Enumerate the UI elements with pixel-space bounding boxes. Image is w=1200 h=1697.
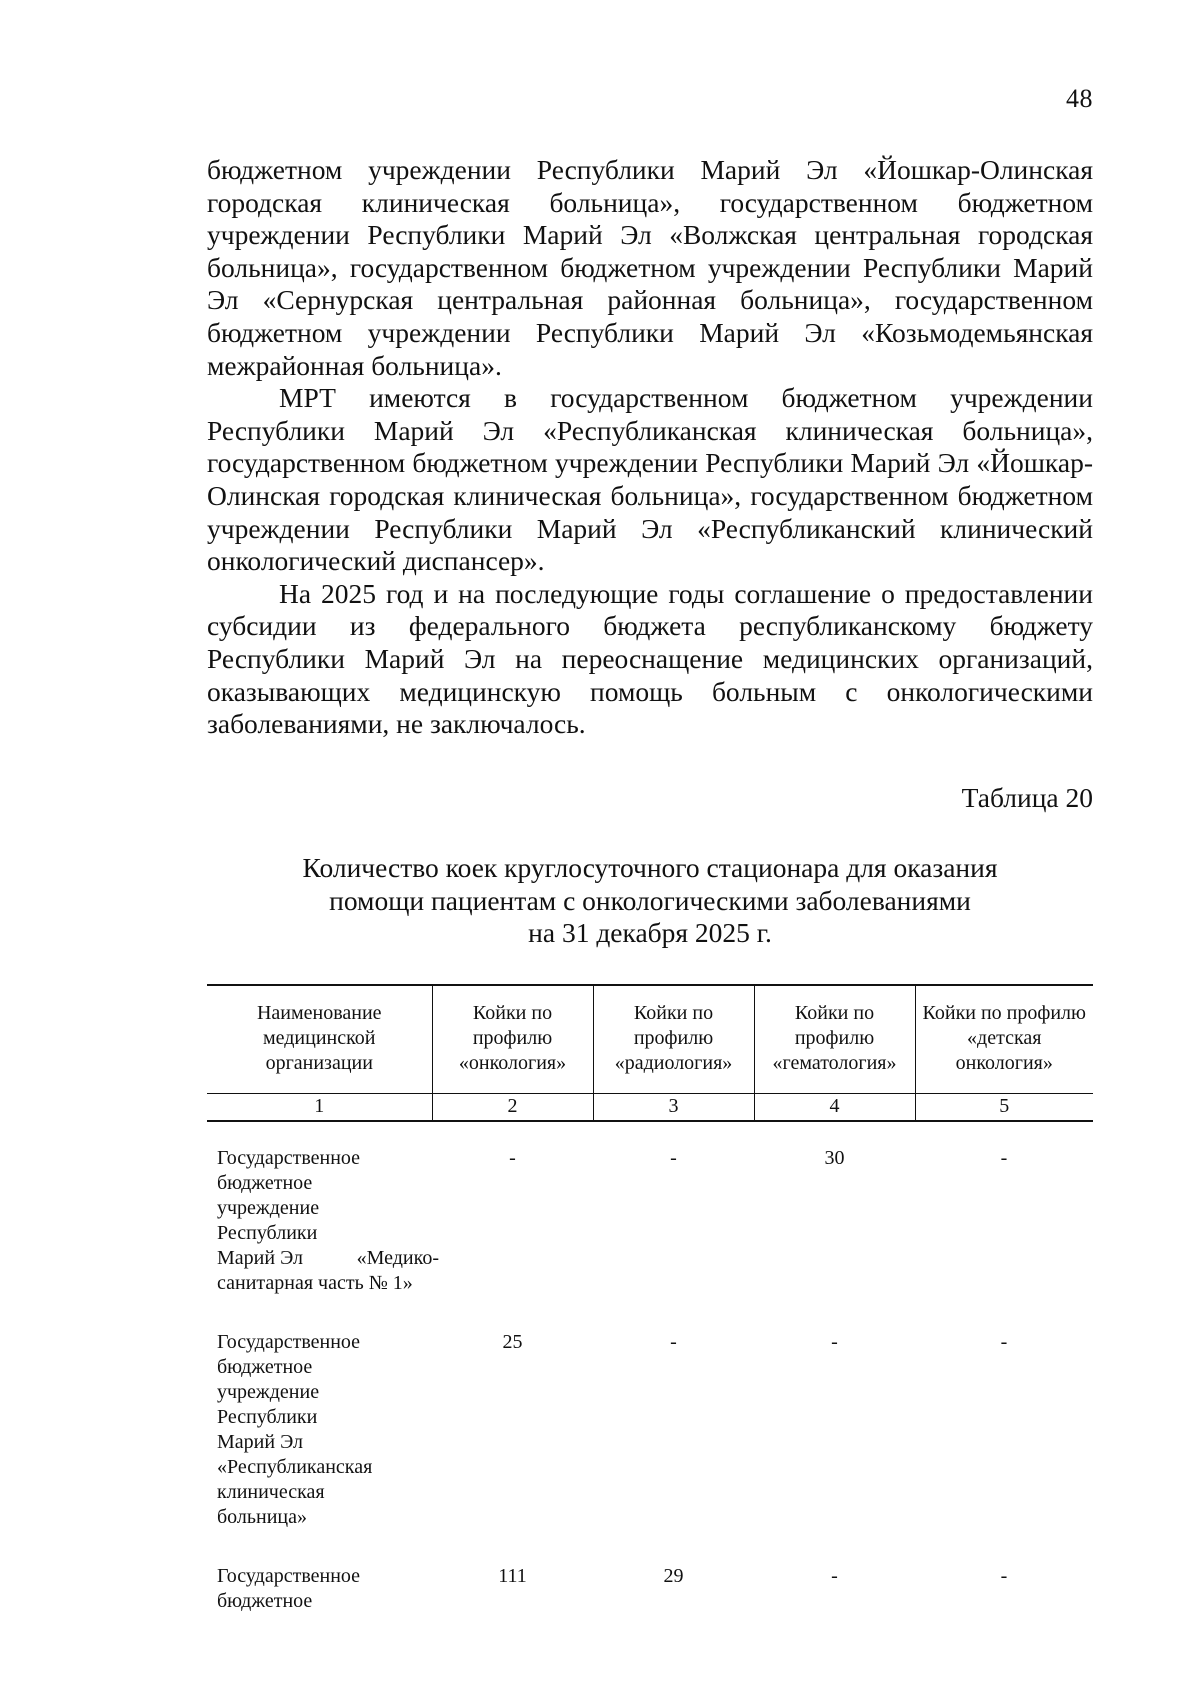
column-number-row [207, 1093, 1093, 1121]
beds-table [207, 984, 1093, 1614]
column-number: 3 [593, 1093, 754, 1121]
organization-name: Государственное бюджетное учреждение Республики Марий Эл «Республиканская клиническая больница» [217, 1330, 373, 1528]
column-number: 1 [207, 1093, 432, 1121]
header-oncology: Койки по профилю «онкология» [432, 985, 593, 1093]
radiology-beds: - [670, 1330, 677, 1353]
table-title [207, 852, 1093, 950]
oncology-beds: 111 [498, 1564, 527, 1587]
column-number: 4 [754, 1093, 915, 1121]
table-row [207, 1330, 1093, 1564]
paragraph-agreement: На 2025 год и на последующие годы соглашение о предоставлении субсидии из федерального бюджета республиканскому бюджету Республики Марий Эл на переоснащение медицинских организаций, оказывающих медицинскую помощь больным с онкологическими заболеваниями, не заключалось. [207, 577, 1093, 740]
pediatric-oncology-beds: - [1000, 1330, 1008, 1353]
hematology-beds: 30 [824, 1146, 845, 1169]
header-radiology: Койки по профилю «радиология» [593, 985, 754, 1093]
pediatric-oncology-beds: - [1000, 1564, 1008, 1587]
table-title-line: помощи пациентам с онкологическими заболеваниями [329, 884, 971, 916]
header-hematology: Койки по профилю «гематология» [754, 985, 915, 1093]
hematology-beds: - [831, 1330, 838, 1353]
radiology-beds: - [670, 1146, 677, 1169]
header-organization: Наименование медицинской организации [207, 985, 432, 1093]
oncology-beds: - [509, 1146, 516, 1169]
paragraph-mrt: МРТ имеются в государственном бюджетном учреждении Республики Марий Эл «Республиканская клиническая больница», государственном бюджетном учреждении Республики Марий Эл «Йошкар-Олинская городская клиническая больница», государственном бюджетном учреждении Республики Марий Эл «Республиканский клинический онкологический диспансер». [207, 382, 1093, 577]
table-row [207, 1564, 1093, 1614]
table-header-row [207, 985, 1093, 1093]
table-row [207, 1121, 1093, 1330]
radiology-beds: 29 [663, 1564, 684, 1587]
paragraph-continuation: бюджетном учреждении Республики Марий Эл «Йошкар-Олинская городская клиническая больница», государственном бюджетном учреждении Республики Марий Эл «Волжская центральная городская больница», государственном бюджетном учреждении Республики Марий Эл «Сернурская центральная районная больница», государственном бюджетном учреждении Республики Марий Эл «Козьмодемьянская межрайонная больница». [207, 154, 1093, 381]
body-text [207, 154, 1093, 741]
page-number: 48 [1066, 84, 1093, 113]
hematology-beds: - [831, 1564, 838, 1587]
header-pediatric-oncology: Койки по профилю «детская онкология» [915, 985, 1093, 1093]
column-number: 2 [432, 1093, 593, 1121]
column-number: 5 [915, 1093, 1093, 1121]
oncology-beds: 25 [502, 1330, 523, 1353]
pediatric-oncology-beds: - [1000, 1146, 1008, 1169]
table-label: Таблица 20 [961, 782, 1093, 813]
table-title-line: на 31 декабря 2025 г. [528, 917, 772, 949]
organization-name: Государственное бюджетное учреждение Республики Марий Эл «Медико- санитарная часть № 1» [217, 1146, 439, 1294]
organization-name: Государственное бюджетное [217, 1564, 361, 1612]
table-title-line: Количество коек круглосуточного стационара для оказания [302, 852, 998, 883]
